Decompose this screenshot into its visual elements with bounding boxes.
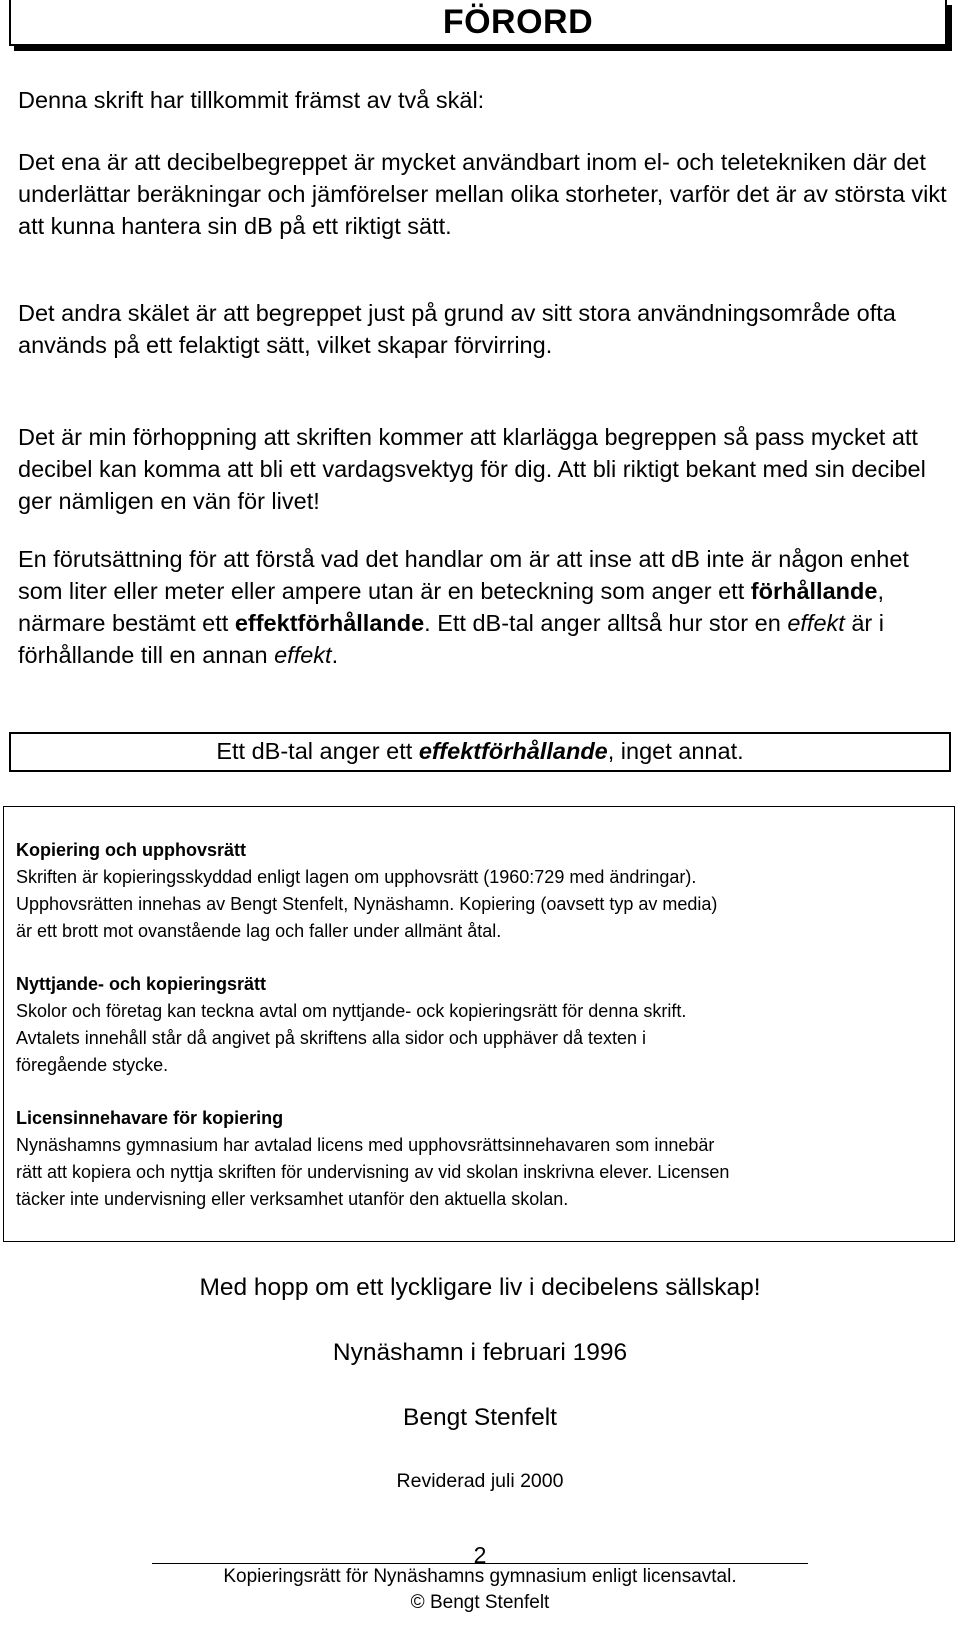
section-line: föregående stycke. [16, 1055, 169, 1075]
section-line: rätt att kopiera och nyttja skriften för undervisning av vid skolan inskrivna elever. Licensen [16, 1162, 730, 1182]
footer-license: Kopieringsrätt för Nynäshamns gymnasium enligt licensavtal. [223, 1566, 737, 1587]
section-line: Skriften är kopieringsskyddad enligt lagen om upphovsrätt (1960:729 med ändringar). [16, 867, 697, 887]
copyright-section [16, 837, 954, 945]
p5-text-c: , närmare bestämt ett [18, 578, 884, 636]
statement-emphasis: effektförhållande [418, 738, 608, 764]
section-line: är ett brott mot ovanstående lag och faller under allmänt åtal. [16, 921, 502, 941]
statement-after: , inget annat. [607, 738, 744, 764]
section-heading: Kopiering och upphovsrätt [16, 840, 247, 860]
copyright-box [3, 806, 955, 1242]
p5-text-i: . [331, 642, 339, 668]
p5-text-a: En förutsättning för att förstå vad det handlar om är att inse att dB inte är någon enhet som liter eller meter eller ampere utan är en beteckning som anger ett [18, 546, 909, 604]
section-line: Avtalets innehåll står då angivet på skriftens alla sidor och upphäver då texten i [16, 1028, 647, 1048]
section-line: Upphovsrätten innehas av Bengt Stenfelt, Nynäshamn. Kopiering (oavsett typ av media) [16, 894, 718, 914]
page-number: 2 [473, 1542, 487, 1568]
closing-wish: Med hopp om ett lyckligare liv i decibelens sällskap! [199, 1274, 761, 1301]
p5-italic-power-2: effekt [274, 642, 332, 668]
section-line: Nynäshamns gymnasium har avtalad licens med upphovsrättsinnehavaren som innebär [16, 1135, 715, 1155]
footer [152, 1563, 808, 1616]
revised-date: Reviderad juli 2000 [396, 1470, 564, 1492]
intro-paragraph-4: Det är min förhoppning att skriften kommer att klarlägga begreppen så pass mycket att decibel kan komma att bli ett vardagsvektyg för dig. Att bli riktigt bekant med sin decibel ger nämligen en vän för livet! [18, 424, 926, 514]
page-title: FÖRORD [442, 3, 594, 41]
p5-bold-power-ratio: effektförhållande [234, 610, 425, 636]
intro-paragraph-5 [18, 543, 948, 671]
intro-paragraph-2: Det ena är att decibelbegreppet är mycket användbart inom el- och teletekniken där det underlättar beräkningar och jämförelser mellan olika storheter, varför det är av största vikt att kunna hantera sin dB på ett riktigt sätt. [18, 149, 947, 239]
p5-text-e: . Ett dB-tal anger alltså hur stor en [424, 610, 788, 636]
author-name: Bengt Stenfelt [403, 1404, 557, 1431]
boxed-statement [9, 732, 951, 772]
p5-text-g: är i förhållande till en annan [18, 610, 884, 668]
p5-italic-power-1: effekt [787, 610, 845, 636]
section-heading: Nyttjande- och kopieringsrätt [16, 974, 267, 994]
footer-copyright: © Bengt Stenfelt [410, 1592, 550, 1613]
statement-before: Ett dB-tal anger ett [216, 738, 419, 764]
section-line: täcker inte undervisning eller verksamhet utanför den aktuella skolan. [16, 1189, 569, 1209]
intro-paragraph-1: Denna skrift har tillkommit främst av två skäl: [18, 87, 485, 113]
license-holder-section [16, 1105, 954, 1213]
place-date: Nynäshamn i februari 1996 [332, 1339, 628, 1366]
p5-bold-ratio: förhållande [750, 578, 878, 604]
section-line: Skolor och företag kan teckna avtal om nyttjande- ock kopieringsrätt för denna skrift. [16, 1001, 687, 1021]
title-box [9, 0, 947, 46]
section-heading: Licensinnehavare för kopiering [16, 1108, 284, 1128]
usage-rights-section [16, 971, 954, 1079]
intro-paragraph-3: Det andra skälet är att begreppet just på grund av sitt stora användningsområde ofta används på ett felaktigt sätt, vilket skapar förvirring. [18, 300, 896, 358]
